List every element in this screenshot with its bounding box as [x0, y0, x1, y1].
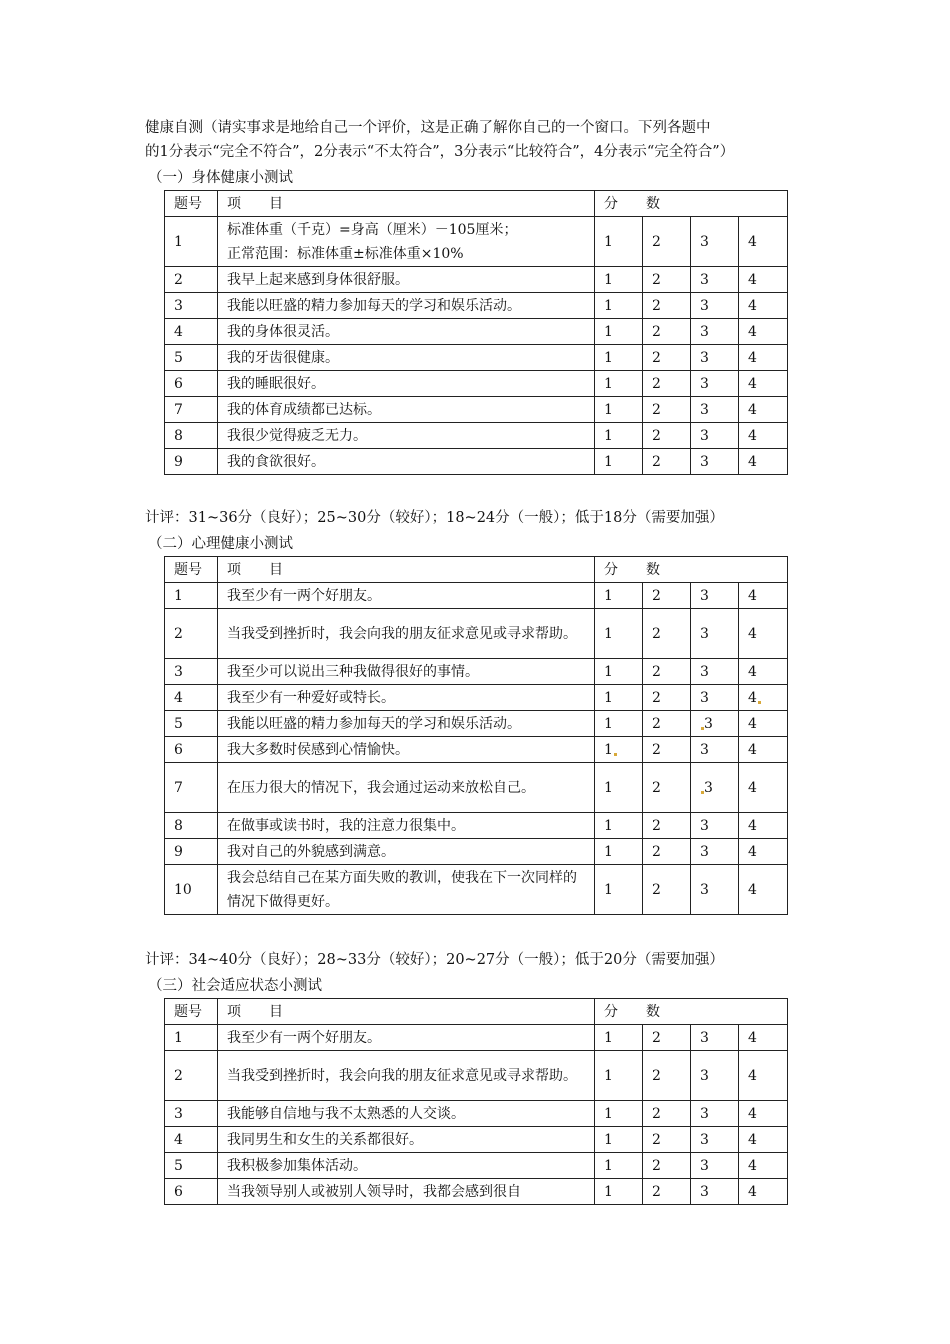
score-option: 4 — [739, 1025, 788, 1051]
score-option — [739, 685, 788, 711]
row-item: 我同男生和女生的关系都很好。 — [218, 1127, 595, 1153]
score-option: 4 — [739, 813, 788, 839]
score-option: 4 — [739, 217, 788, 267]
score-option: 4 — [739, 319, 788, 345]
section2-title: （二）心理健康小测试 — [148, 536, 293, 552]
marker-dot-icon — [758, 701, 761, 704]
row-item: 我至少可以说出三种我做得很好的事情。 — [218, 659, 595, 685]
score-option: 3 — [691, 293, 739, 319]
row-item: 我对自己的外貌感到满意。 — [218, 839, 595, 865]
score-value: 3 — [704, 715, 713, 732]
row-no: 4 — [165, 319, 218, 345]
score-option: 1 — [595, 659, 643, 685]
score-option: 2 — [643, 763, 691, 813]
score-option: 2 — [643, 865, 691, 915]
score-option: 2 — [643, 813, 691, 839]
table-row — [165, 1179, 788, 1205]
table-header-row — [165, 999, 788, 1025]
score-option: 2 — [643, 345, 691, 371]
score-option: 3 — [691, 1127, 739, 1153]
row-no: 5 — [165, 345, 218, 371]
section1-scoring: 计评：31~36分（良好）；25~30分（较好）；18~24分（一般）；低于18分（需要加强） — [145, 510, 724, 526]
row-item: 当我受到挫折时，我会向我的朋友征求意见或寻求帮助。 — [218, 1051, 595, 1101]
score-option: 1 — [595, 711, 643, 737]
score-option: 4 — [739, 1051, 788, 1101]
table-row — [165, 1153, 788, 1179]
score-option: 4 — [739, 423, 788, 449]
score-option: 2 — [643, 267, 691, 293]
score-option: 1 — [595, 1179, 643, 1205]
table-row — [165, 319, 788, 345]
score-option: 3 — [691, 371, 739, 397]
table-row — [165, 397, 788, 423]
score-option: 3 — [691, 865, 739, 915]
table-row — [165, 583, 788, 609]
score-option: 1 — [595, 397, 643, 423]
score-option: 4 — [739, 839, 788, 865]
header-item: 项 目 — [218, 557, 595, 583]
header-no: 题号 — [165, 557, 218, 583]
table-row — [165, 839, 788, 865]
header-item: 项 目 — [218, 999, 595, 1025]
row-item-line: 正常范围：标准体重±标准体重×10% — [227, 245, 464, 262]
intro-line-1: 健康自测（请实事求是地给自己一个评价，这是正确了解你自己的一个窗口。下列各题中 — [145, 120, 711, 136]
row-item: 在压力很大的情况下，我会通过运动来放松自己。 — [218, 763, 595, 813]
header-no: 题号 — [165, 999, 218, 1025]
table-row — [165, 763, 788, 813]
score-option: 3 — [691, 397, 739, 423]
row-item: 我至少有一两个好朋友。 — [218, 1025, 595, 1051]
row-item: 我的睡眠很好。 — [218, 371, 595, 397]
score-option: 3 — [691, 1179, 739, 1205]
score-option: 2 — [643, 737, 691, 763]
row-no: 2 — [165, 1051, 218, 1101]
score-option: 2 — [643, 1127, 691, 1153]
score-option: 2 — [643, 1101, 691, 1127]
score-option: 3 — [691, 659, 739, 685]
header-no: 题号 — [165, 191, 218, 217]
section1-table — [164, 190, 788, 475]
table-header-row — [165, 191, 788, 217]
score-option: 1 — [595, 583, 643, 609]
table-row — [165, 1025, 788, 1051]
row-no: 4 — [165, 685, 218, 711]
section2-scoring: 计评：34~40分（良好）；28~33分（较好）；20~27分（一般）；低于20分（需要加强） — [145, 952, 724, 968]
row-no: 5 — [165, 711, 218, 737]
score-option: 4 — [739, 1153, 788, 1179]
score-option: 3 — [691, 449, 739, 475]
score-option: 3 — [691, 1101, 739, 1127]
row-no: 6 — [165, 737, 218, 763]
row-no: 5 — [165, 1153, 218, 1179]
table-row — [165, 659, 788, 685]
score-option: 4 — [739, 397, 788, 423]
score-option: 3 — [691, 345, 739, 371]
score-option: 3 — [691, 813, 739, 839]
section3-title: （三）社会适应状态小测试 — [148, 978, 322, 994]
table-header-row — [165, 557, 788, 583]
table-row — [165, 685, 788, 711]
score-option: 1 — [595, 1025, 643, 1051]
score-option: 2 — [643, 449, 691, 475]
score-option: 1 — [595, 1153, 643, 1179]
score-option: 1 — [595, 371, 643, 397]
table-row — [165, 423, 788, 449]
score-option — [691, 711, 739, 737]
row-item: 我的食欲很好。 — [218, 449, 595, 475]
row-item: 我能够自信地与我不太熟悉的人交谈。 — [218, 1101, 595, 1127]
row-item: 当我受到挫折时，我会向我的朋友征求意见或寻求帮助。 — [218, 609, 595, 659]
score-option: 3 — [691, 1153, 739, 1179]
score-option: 1 — [595, 267, 643, 293]
row-no: 10 — [165, 865, 218, 915]
score-option: 2 — [643, 711, 691, 737]
row-item: 我至少有一两个好朋友。 — [218, 583, 595, 609]
header-score: 分 数 — [595, 191, 788, 217]
score-value: 3 — [704, 779, 713, 796]
score-option: 2 — [643, 583, 691, 609]
header-score: 分 数 — [595, 999, 788, 1025]
row-no: 3 — [165, 1101, 218, 1127]
table-row — [165, 609, 788, 659]
score-option: 3 — [691, 1051, 739, 1101]
score-option: 4 — [739, 659, 788, 685]
section3-table — [164, 998, 788, 1205]
header-item: 项 目 — [218, 191, 595, 217]
row-no: 4 — [165, 1127, 218, 1153]
score-option: 4 — [739, 371, 788, 397]
score-option: 2 — [643, 1025, 691, 1051]
table-row — [165, 345, 788, 371]
row-no: 9 — [165, 839, 218, 865]
score-option: 3 — [691, 737, 739, 763]
score-option: 3 — [691, 609, 739, 659]
score-option: 2 — [643, 839, 691, 865]
row-no: 1 — [165, 583, 218, 609]
score-option: 1 — [595, 1127, 643, 1153]
row-no: 1 — [165, 217, 218, 267]
marker-dot-icon — [614, 753, 617, 756]
row-item: 我能以旺盛的精力参加每天的学习和娱乐活动。 — [218, 293, 595, 319]
score-option: 1 — [595, 609, 643, 659]
score-option: 1 — [595, 763, 643, 813]
table-row — [165, 217, 788, 267]
row-item: 我早上起来感到身体很舒服。 — [218, 267, 595, 293]
score-option: 4 — [739, 1127, 788, 1153]
score-option: 2 — [643, 609, 691, 659]
row-no: 9 — [165, 449, 218, 475]
table-row — [165, 293, 788, 319]
row-no: 2 — [165, 609, 218, 659]
row-no: 6 — [165, 1179, 218, 1205]
score-option: 3 — [691, 319, 739, 345]
row-no: 7 — [165, 397, 218, 423]
score-option: 1 — [595, 217, 643, 267]
score-option: 1 — [595, 685, 643, 711]
score-option: 3 — [691, 1025, 739, 1051]
table-row — [165, 371, 788, 397]
score-option: 4 — [739, 1101, 788, 1127]
score-option — [595, 737, 643, 763]
score-option: 1 — [595, 423, 643, 449]
row-item — [218, 217, 595, 267]
score-option: 1 — [595, 345, 643, 371]
table-row — [165, 737, 788, 763]
row-item: 我大多数时侯感到心情愉快。 — [218, 737, 595, 763]
row-no: 2 — [165, 267, 218, 293]
row-no: 3 — [165, 293, 218, 319]
row-item: 我的牙齿很健康。 — [218, 345, 595, 371]
score-option: 3 — [691, 685, 739, 711]
row-item: 我很少觉得疲乏无力。 — [218, 423, 595, 449]
score-value: 1 — [604, 741, 613, 758]
score-value: 4 — [748, 689, 757, 706]
header-score: 分 数 — [595, 557, 788, 583]
table-row — [165, 813, 788, 839]
score-option: 4 — [739, 737, 788, 763]
score-option: 4 — [739, 865, 788, 915]
score-option: 4 — [739, 1179, 788, 1205]
score-option: 3 — [691, 217, 739, 267]
score-option: 1 — [595, 813, 643, 839]
score-option: 3 — [691, 267, 739, 293]
score-option: 1 — [595, 293, 643, 319]
row-item: 当我领导别人或被别人领导时，我都会感到很自 — [218, 1179, 595, 1205]
score-option: 4 — [739, 267, 788, 293]
score-option: 1 — [595, 1101, 643, 1127]
score-option: 2 — [643, 293, 691, 319]
score-option: 1 — [595, 839, 643, 865]
table-row — [165, 711, 788, 737]
row-no: 8 — [165, 813, 218, 839]
score-option: 4 — [739, 711, 788, 737]
row-no: 8 — [165, 423, 218, 449]
score-option: 2 — [643, 1051, 691, 1101]
score-option: 4 — [739, 763, 788, 813]
intro-paragraph — [145, 116, 805, 164]
intro-line-2: 的1分表示“完全不符合”，2分表示“不太符合”，3分表示“比较符合”，4分表示“完全符合”） — [145, 144, 735, 160]
score-option: 2 — [643, 217, 691, 267]
score-option: 2 — [643, 319, 691, 345]
row-item: 我能以旺盛的精力参加每天的学习和娱乐活动。 — [218, 711, 595, 737]
score-option: 4 — [739, 345, 788, 371]
row-no: 6 — [165, 371, 218, 397]
table-row — [165, 267, 788, 293]
row-item: 在做事或读书时，我的注意力很集中。 — [218, 813, 595, 839]
score-option: 2 — [643, 659, 691, 685]
score-option: 1 — [595, 449, 643, 475]
score-option — [691, 763, 739, 813]
score-option: 1 — [595, 1051, 643, 1101]
row-item: 我会总结自己在某方面失败的教训，使我在下一次同样的情况下做得更好。 — [218, 865, 595, 915]
row-item: 我至少有一种爱好或特长。 — [218, 685, 595, 711]
score-option: 2 — [643, 397, 691, 423]
score-option: 4 — [739, 449, 788, 475]
row-no: 7 — [165, 763, 218, 813]
score-option: 1 — [595, 865, 643, 915]
score-option: 2 — [643, 1153, 691, 1179]
row-no: 3 — [165, 659, 218, 685]
score-option: 4 — [739, 583, 788, 609]
table-row — [165, 1127, 788, 1153]
row-item-line: 标准体重（千克）=身高（厘米）－105厘米； — [227, 221, 518, 238]
table-row — [165, 1101, 788, 1127]
table-row — [165, 1051, 788, 1101]
score-option: 4 — [739, 293, 788, 319]
score-option: 2 — [643, 423, 691, 449]
score-option: 3 — [691, 583, 739, 609]
score-option: 4 — [739, 609, 788, 659]
section1-title: （一）身体健康小测试 — [148, 170, 293, 186]
score-option: 2 — [643, 1179, 691, 1205]
score-option: 2 — [643, 685, 691, 711]
row-no: 1 — [165, 1025, 218, 1051]
score-option: 3 — [691, 839, 739, 865]
row-item: 我积极参加集体活动。 — [218, 1153, 595, 1179]
score-option: 3 — [691, 423, 739, 449]
table-row — [165, 865, 788, 915]
row-item: 我的体育成绩都已达标。 — [218, 397, 595, 423]
score-option: 2 — [643, 371, 691, 397]
table-row — [165, 449, 788, 475]
row-item: 我的身体很灵活。 — [218, 319, 595, 345]
score-option: 1 — [595, 319, 643, 345]
section2-table — [164, 556, 788, 915]
